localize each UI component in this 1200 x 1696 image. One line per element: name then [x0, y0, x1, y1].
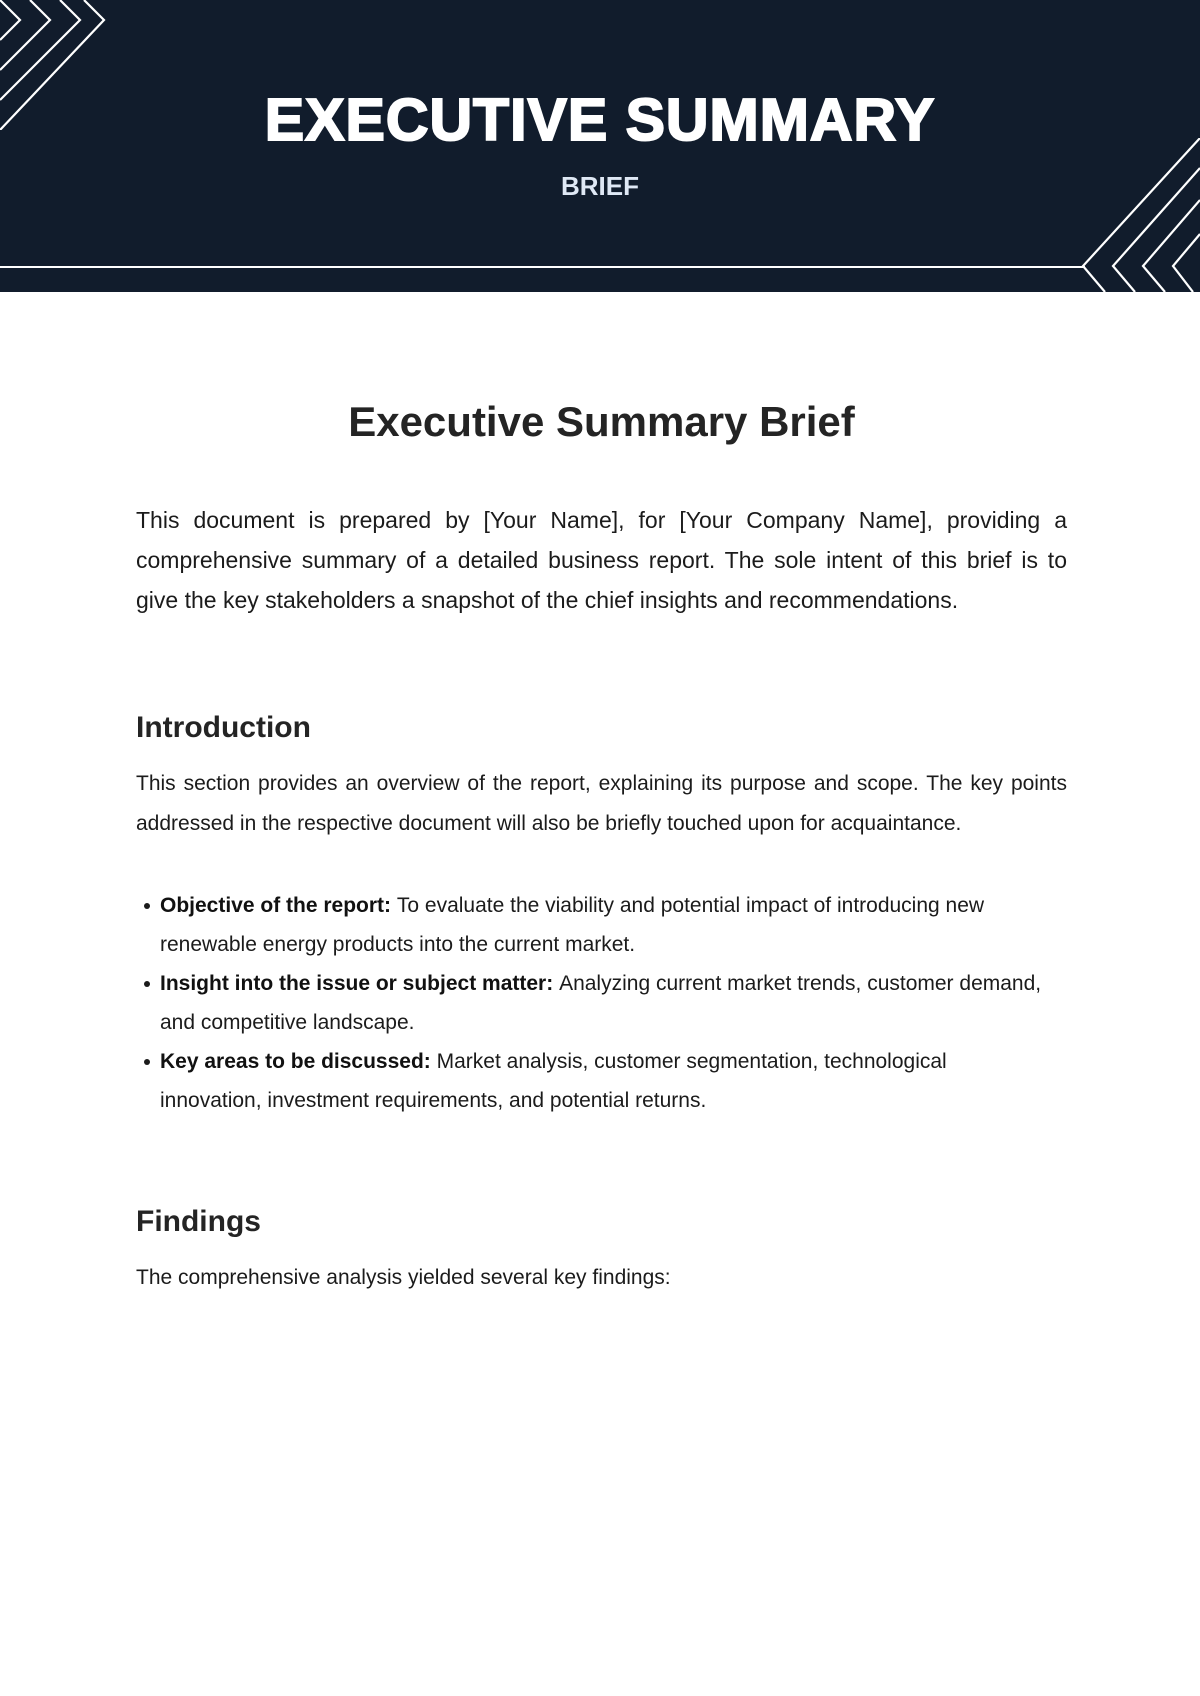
list-item — [136, 964, 1046, 1042]
bullet-text: Market analysis, customer segmentation, technological innovation, investment requirements, and potential returns. — [160, 1050, 947, 1112]
findings-paragraph: The comprehensive analysis yielded several key findings: — [136, 1266, 671, 1289]
findings-heading: Findings — [136, 1205, 261, 1238]
list-item — [136, 886, 1046, 964]
bullet-icon — [144, 903, 150, 909]
introduction-paragraph: This section provides an overview of the report, explaining its purpose and scope. The key points addressed in the respective document will also be briefly touched upon for acquaintance. — [136, 772, 1067, 835]
chevron-pattern-bottom-right-icon — [1075, 138, 1200, 292]
page-title: Executive Summary Brief — [348, 398, 855, 445]
introduction-bullet-list — [136, 886, 1046, 1120]
bullet-term: Insight into the issue or subject matter: — [160, 972, 560, 995]
intro-paragraph: This document is prepared by [Your Name], for [Your Company Name], providing a comprehensive summary of a detailed business report. The sole intent of this brief is to give the key stakeholders a snapshot of the chief insights and recommendations. — [136, 507, 1067, 613]
bullet-term: Objective of the report: — [160, 894, 397, 917]
list-item — [136, 1042, 1046, 1120]
banner-subtitle: BRIEF — [561, 171, 639, 201]
bullet-icon — [144, 1059, 150, 1065]
introduction-heading: Introduction — [136, 711, 311, 744]
document-body — [136, 392, 1067, 1298]
header-banner — [0, 0, 1200, 292]
banner-title: EXECUTIVE SUMMARY — [264, 87, 936, 153]
bullet-term: Key areas to be discussed: — [160, 1050, 437, 1073]
bullet-text: Analyzing current market trends, customer demand, and competitive landscape. — [160, 972, 1042, 1034]
bullet-text: To evaluate the viability and potential impact of introducing new renewable energy products into the current market. — [160, 894, 985, 956]
banner-divider — [0, 266, 1085, 268]
bullet-icon — [144, 981, 150, 987]
